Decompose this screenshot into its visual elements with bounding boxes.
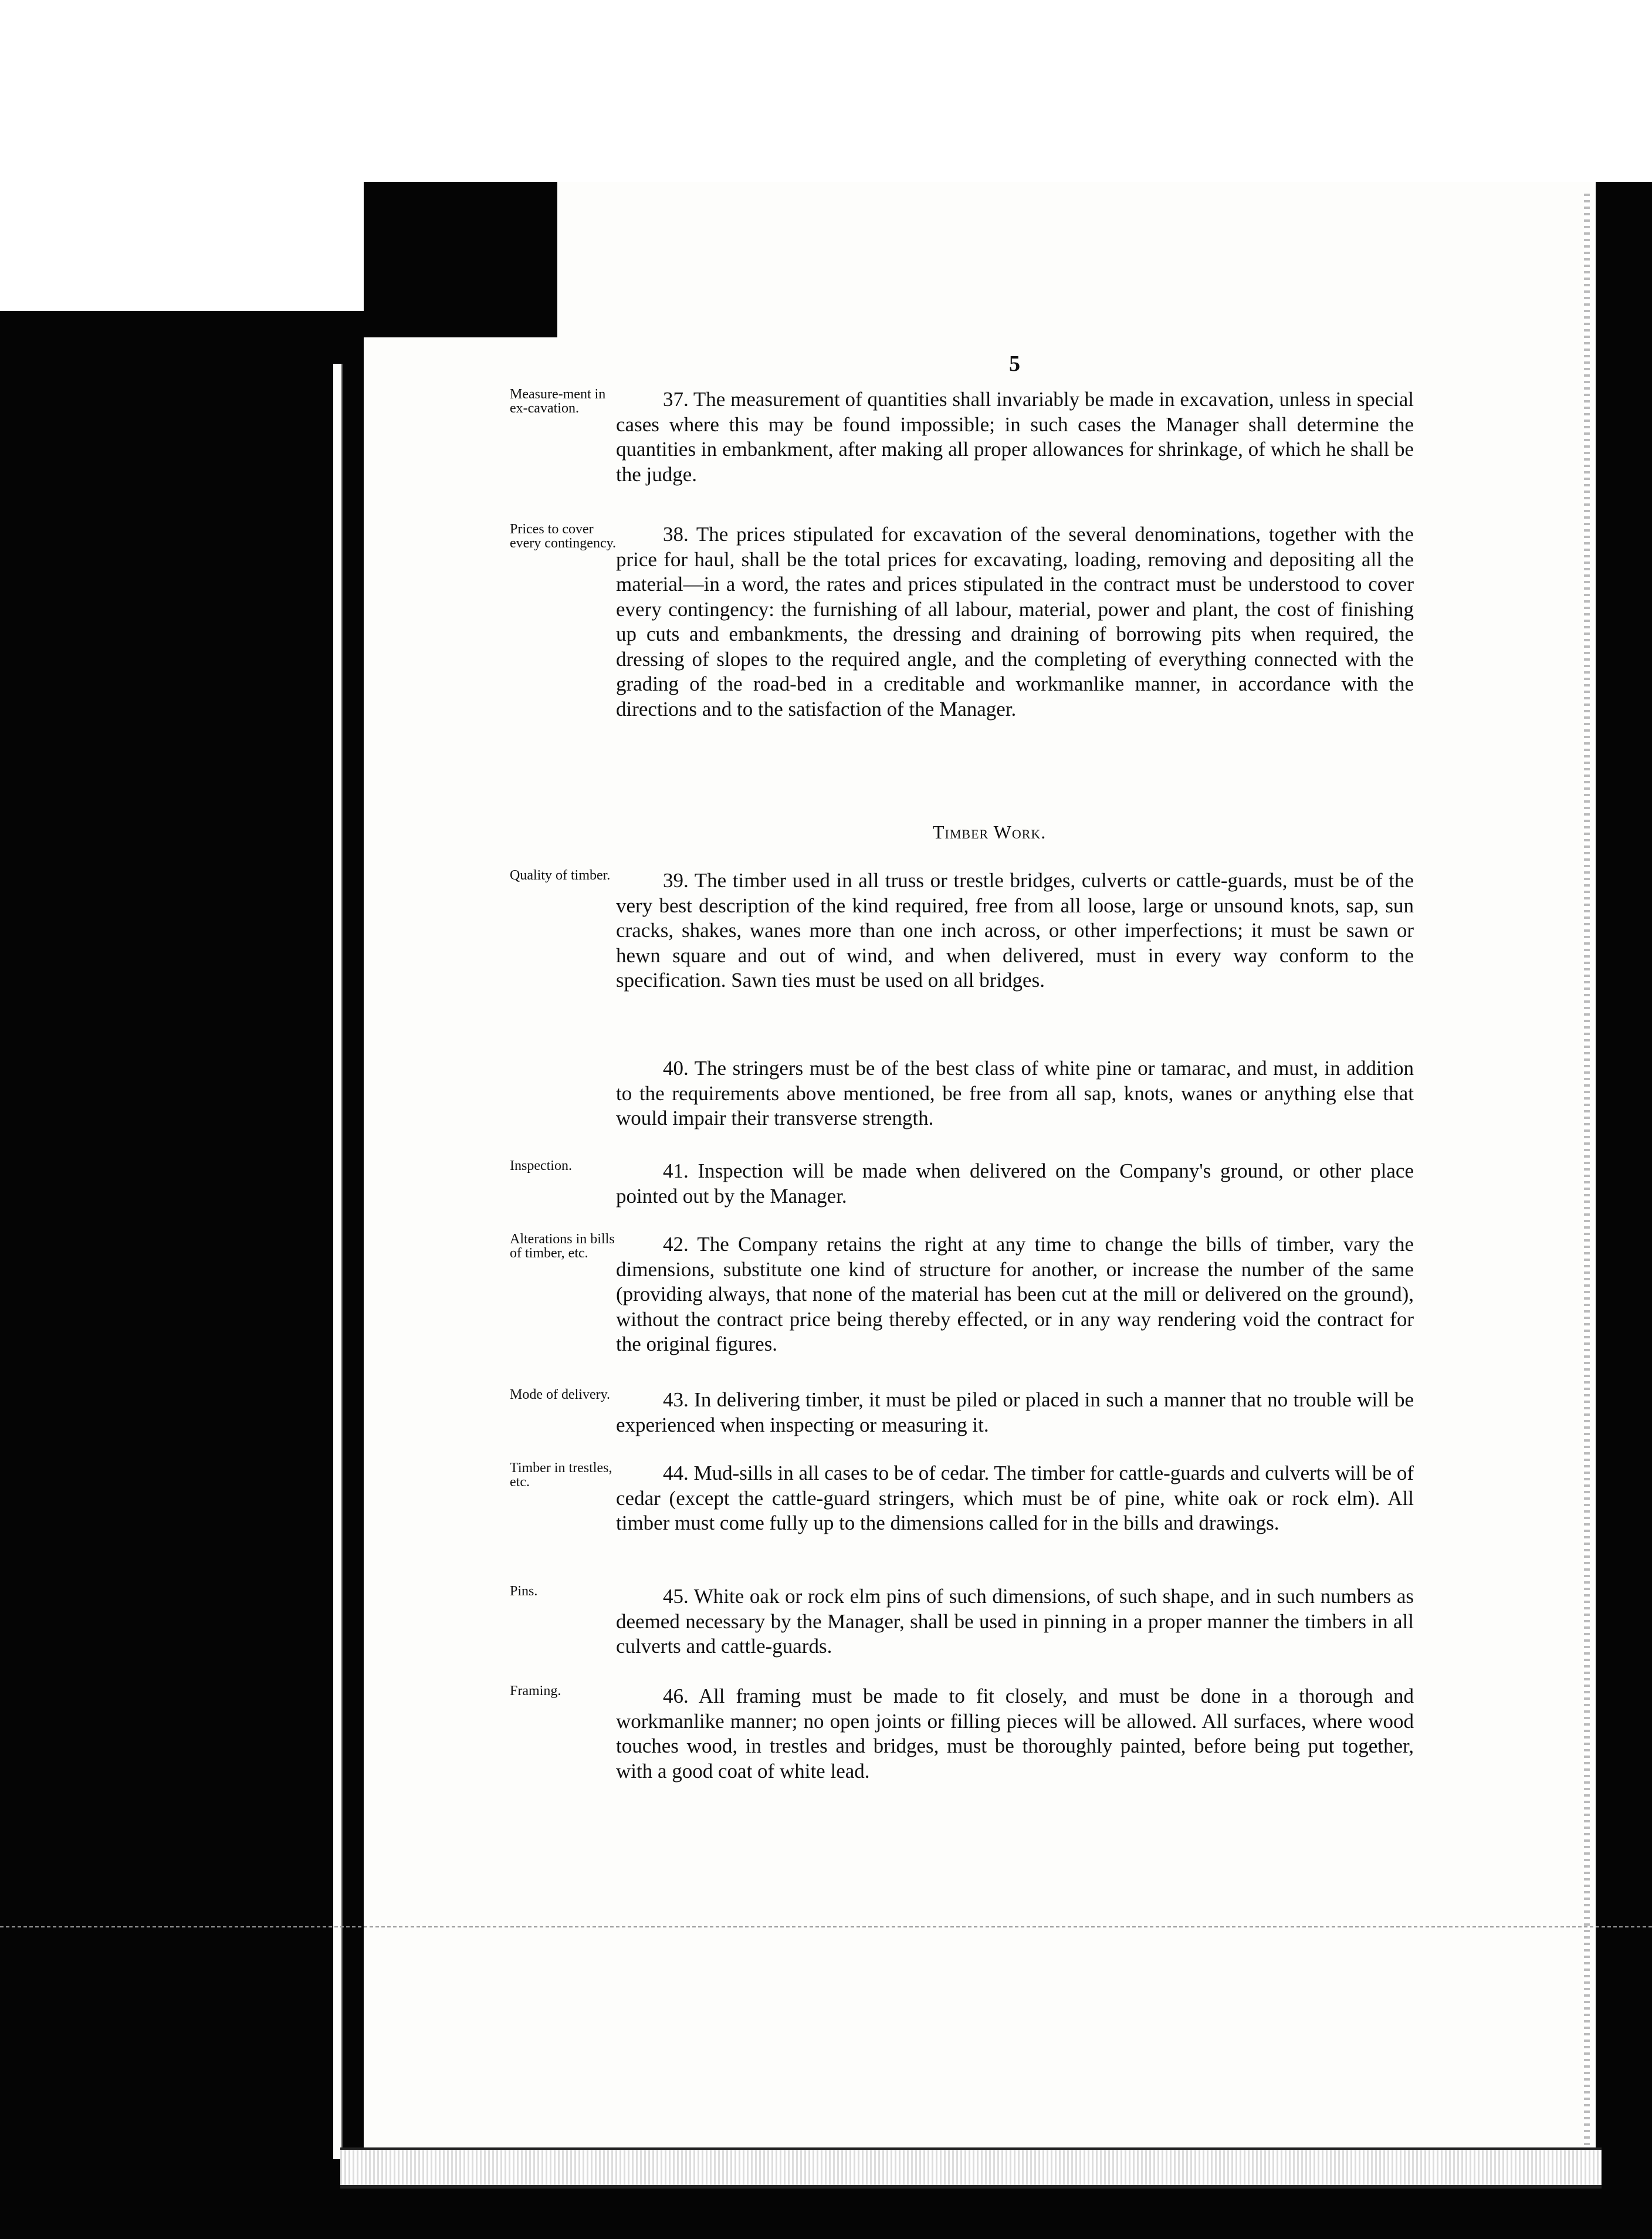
- scan-background-bottom: [329, 2183, 1652, 2239]
- paragraph: 38. The prices stipulated for excavation of the several denominations, together with the price for haul, shall be the total prices for excavating, loading, removing and depositing all the material—in a word, the rates and prices stipulated in the contract must be understood to cover every contingency: the furnishing of all labour, material, power and plant, the cost of finishing up cuts and embankments, the dressing and draining of borrowing pits when required, the dressing of slopes to the required angle, and the completing of everything connected with the grading of the road-bed in a creditable and workmanlike manner, in accordance with the directions and to the satisfaction of the Manager.: [616, 523, 1414, 721]
- margin-note: Inspection.: [510, 1158, 572, 1173]
- margin-note: Alterations in bills of timber, etc.: [510, 1232, 615, 1261]
- margin-note: Pins.: [510, 1584, 538, 1599]
- paragraph: 44. Mud-sills in all cases to be of cedar. The timber for cattle-guards and culverts will be of cedar (except the cattle-guard stringers, which must be of pine, white oak or rock elm). All timber must come fully up to the dimensions called for in the bills and drawings.: [616, 1462, 1414, 1534]
- paragraph: 43. In delivering timber, it must be piled or placed in such a manner that no trouble will be experienced when inspecting or measuring it.: [616, 1388, 1414, 1436]
- page-right-edge: [1584, 194, 1590, 2177]
- margin-note: Mode of delivery.: [510, 1387, 611, 1402]
- margin-note: Framing.: [510, 1683, 561, 1699]
- margin-note: Measure-ment in ex-cavation.: [510, 387, 606, 416]
- page-top-area: [557, 182, 1596, 340]
- margin-note: Prices to cover every contingency.: [510, 522, 617, 551]
- paragraph: 41. Inspection will be made when delivered on the Company's ground, or other place pointed out by the Manager.: [616, 1159, 1414, 1208]
- page-number: 5: [1009, 351, 1020, 376]
- scan-background-right: [1596, 182, 1652, 2239]
- page-bottom-edge: [340, 2147, 1602, 2189]
- paragraph: 39. The timber used in all truss or trestle bridges, culverts or cattle-guards, must be of the very best description of the kind required, free from all loose, large or unsound knots, sap, sun cracks, shakes, wanes more than one inch across, or other imperfections; it must be sawn or hewn square and out of wind, and when delivered, must in every way conform to the specification. Sawn ties must be used on all bridges.: [616, 869, 1414, 992]
- paragraph: 46. All framing must be made to fit closely, and must be done in a thorough and workmanlike manner; no open joints or filling pieces will be allowed. All surfaces, where wood touches wood, in trestles and bridges, must be thoroughly painted, before being put together, with a good coat of white lead.: [616, 1685, 1414, 1783]
- paragraph: 40. The stringers must be of the best class of white pine or tamarac, and must, in addition to the requirements above mentioned, be free from all sap, knots, wanes or anything else that would impair their transverse strength.: [616, 1057, 1414, 1129]
- margin-note: Quality of timber.: [510, 868, 611, 883]
- paragraph: 45. White oak or rock elm pins of such dimensions, of such shape, and in such numbers as deemed necessary by the Manager, shall be used in pinning in a proper manner the timbers in all culverts and cattle-guards.: [616, 1585, 1414, 1658]
- section-heading: Timber Work.: [933, 821, 1047, 843]
- scan-background-left: [0, 311, 364, 2239]
- paragraph: 37. The measurement of quantities shall invariably be made in excavation, unless in special cases where this may be found impossible; in such cases the Manager shall determine the quantities in embankment, after making all proper allowances for shrinkage, of which he shall be the judge.: [616, 388, 1414, 486]
- paragraph: 42. The Company retains the right at any time to change the bills of timber, vary the dimensions, substitute one kind of structure for another, or increase the number of the same (providing always, that none of the material has been cut at the mill or delivered on the ground), without the contract price being thereby effected, or in any way rendering void the contract for the original figures.: [616, 1233, 1414, 1355]
- margin-note: Timber in trestles, etc.: [510, 1460, 612, 1490]
- page-left-edge: [333, 364, 343, 2159]
- scan-artifact-line: [0, 1926, 1652, 1927]
